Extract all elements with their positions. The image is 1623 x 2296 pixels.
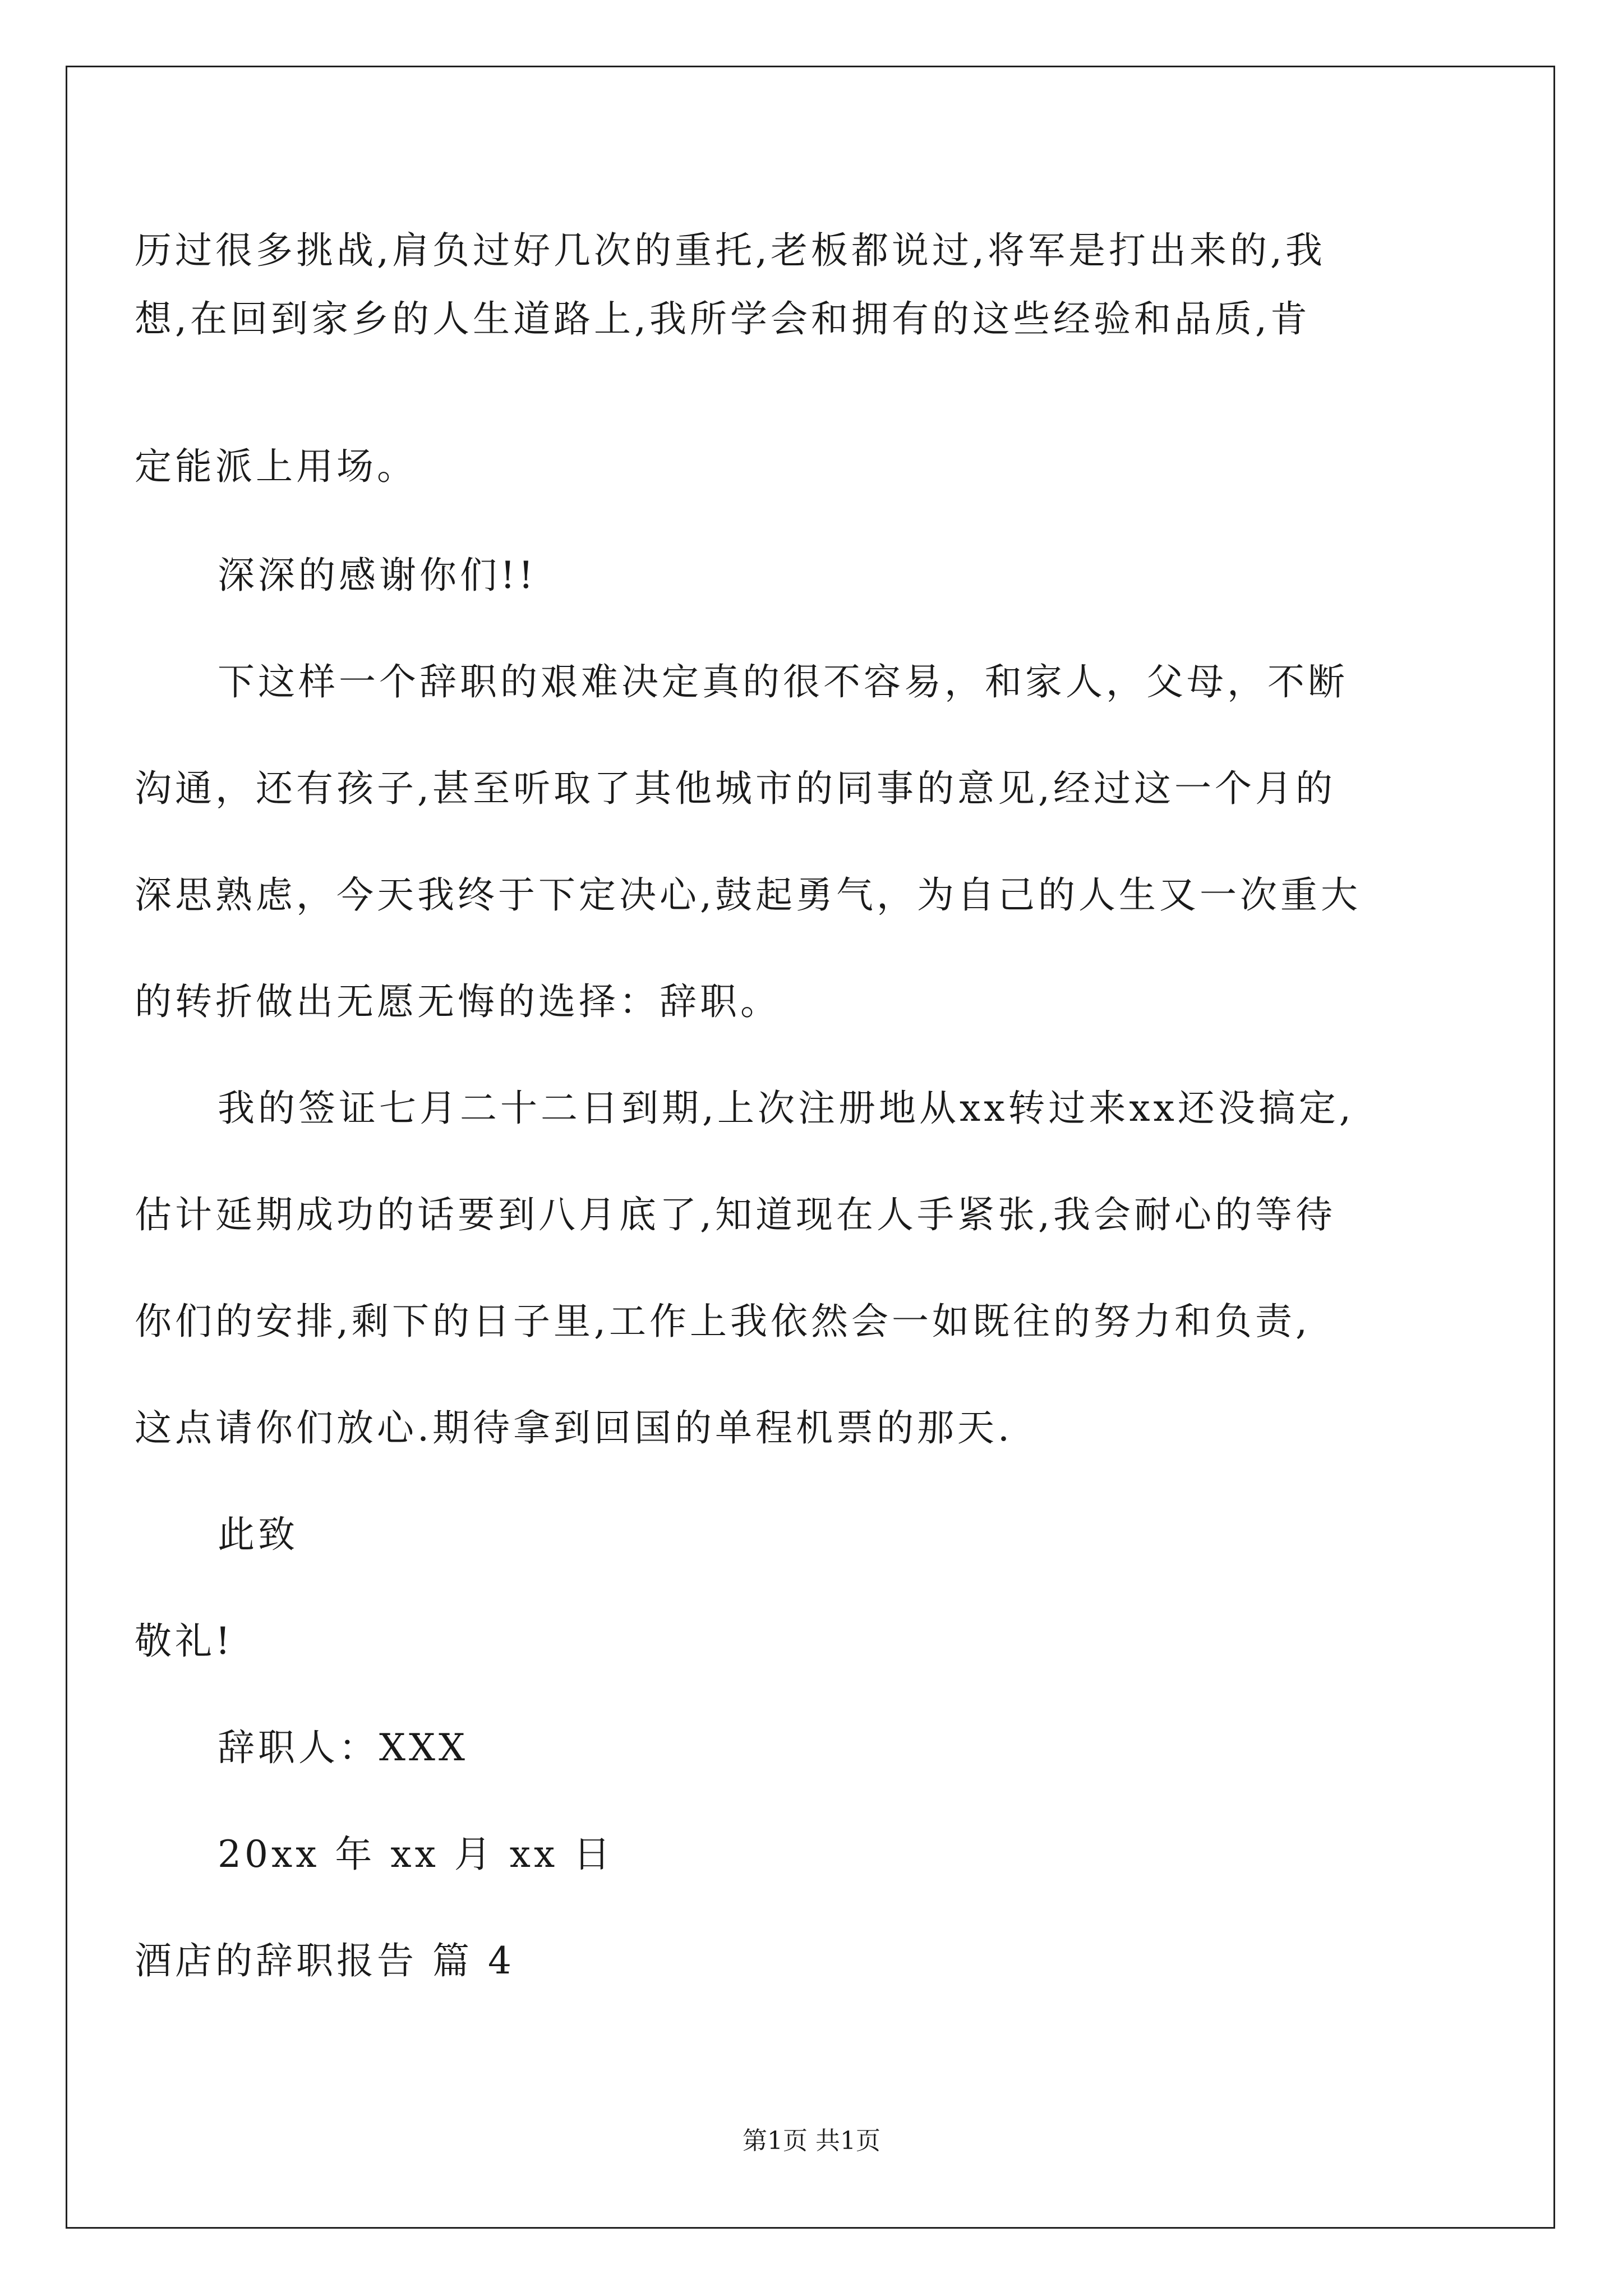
section-title: 酒店的辞职报告 篇 4	[135, 1939, 515, 1982]
paragraph-line: 深思熟虑，今天我终于下定决心,鼓起勇气，为自己的人生又一次重大	[135, 873, 1361, 917]
paragraph-line: 定能派上用场。	[135, 445, 417, 488]
paragraph-line: 沟通，还有孩子,甚至听取了其他城市的同事的意见,经过这一个月的	[135, 767, 1336, 810]
paragraph-line: 我的签证七月二十二日到期,上次注册地从xx转过来xx还没搞定,	[218, 1087, 1354, 1130]
paragraph-line: 你们的安排,剩下的日子里,工作上我依然会一如既往的努力和负责,	[135, 1300, 1311, 1343]
paragraph-line: 估计延期成功的话要到八月底了,知道现在人手紧张,我会耐心的等待	[135, 1193, 1336, 1236]
paragraph-line: 想,在回到家乡的人生道路上,我所学会和拥有的这些经验和品质,肯	[135, 297, 1311, 341]
closing-text: 此致	[218, 1513, 298, 1556]
paragraph-line: 下这样一个辞职的艰难决定真的很不容易，和家人，父母，不断	[218, 660, 1348, 703]
paragraph-line: 深深的感谢你们!!	[218, 554, 537, 597]
date-text: 20xx 年 xx 月 xx 日	[218, 1833, 614, 1876]
salutation-text: 敬礼!	[135, 1619, 234, 1663]
paragraph-line: 这点请你们放心.期待拿到回国的单程机票的那天.	[135, 1406, 1013, 1450]
paragraph-line: 的转折做出无愿无悔的选择：辞职。	[135, 980, 781, 1023]
page-frame	[66, 66, 1555, 2229]
signer-text: 辞职人：XXX	[218, 1726, 468, 1769]
page-footer: 第1页 共1页	[743, 2127, 880, 2155]
paragraph-line: 历过很多挑战,肩负过好几次的重托,老板都说过,将军是打出来的,我	[135, 229, 1326, 272]
